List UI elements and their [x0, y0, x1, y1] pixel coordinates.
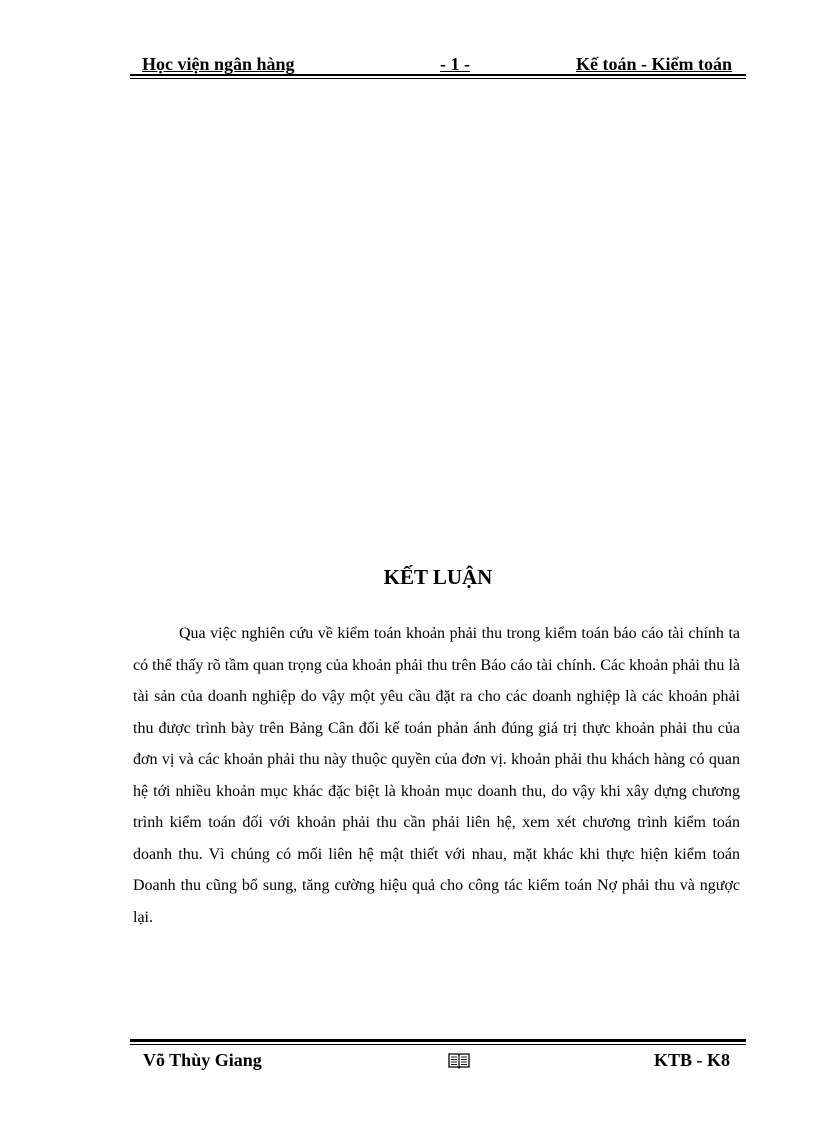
- conclusion-paragraph: Qua việc nghiên cứu về kiểm toán khoản phải thu trong kiểm toán báo cáo tài chính ta có thể thấy rõ tầm quan trọng của khoản phải thu trên Báo cáo tài chính. Các khoản phải thu là tài sản của doanh nghiệp do vậy một yêu cầu đặt ra cho các doanh nghiệp là các khoản phải thu được trình bày trên Bảng Cân đối kế toán phản ánh đúng giá trị thực khoản phải thu của đơn vị và các khoản phải thu này thuộc quyền của đơn vị. khoản phải thu khách hàng có quan hệ tới nhiều khoản mục khác đặc biệt là khoản mục doanh thu, do vậy khi xây dựng chương trình kiểm toán đối với khoản phải thu cần phải liên hệ, xem xét chương trình kiểm toán doanh thu. Vì chúng có mối liên hệ mật thiết với nhau, mặt khác khi thực hiện kiểm toán Doanh thu cũng bổ sung, tăng cường hiệu quả cho công tác kiểm toán Nợ phải thu và ngược lại.: [133, 625, 740, 926]
- footer-author: Võ Thùy Giang: [143, 1050, 262, 1070]
- footer-rule-thick: [130, 1039, 746, 1042]
- book-icon: [448, 1052, 470, 1069]
- header-department: Kế toán - Kiểm toán: [576, 54, 732, 74]
- footer-class-code: KTB - K8: [653, 1050, 730, 1070]
- header-rule-thin: [130, 78, 746, 79]
- header-rule-thick: [130, 74, 746, 76]
- header-institution: Học viện ngân hàng: [142, 54, 295, 74]
- page-header: [130, 50, 746, 78]
- section-title: KẾT LUẬN: [383, 565, 493, 589]
- header-page-number: - 1 -: [440, 54, 470, 74]
- footer-rule-thin: [130, 1044, 746, 1045]
